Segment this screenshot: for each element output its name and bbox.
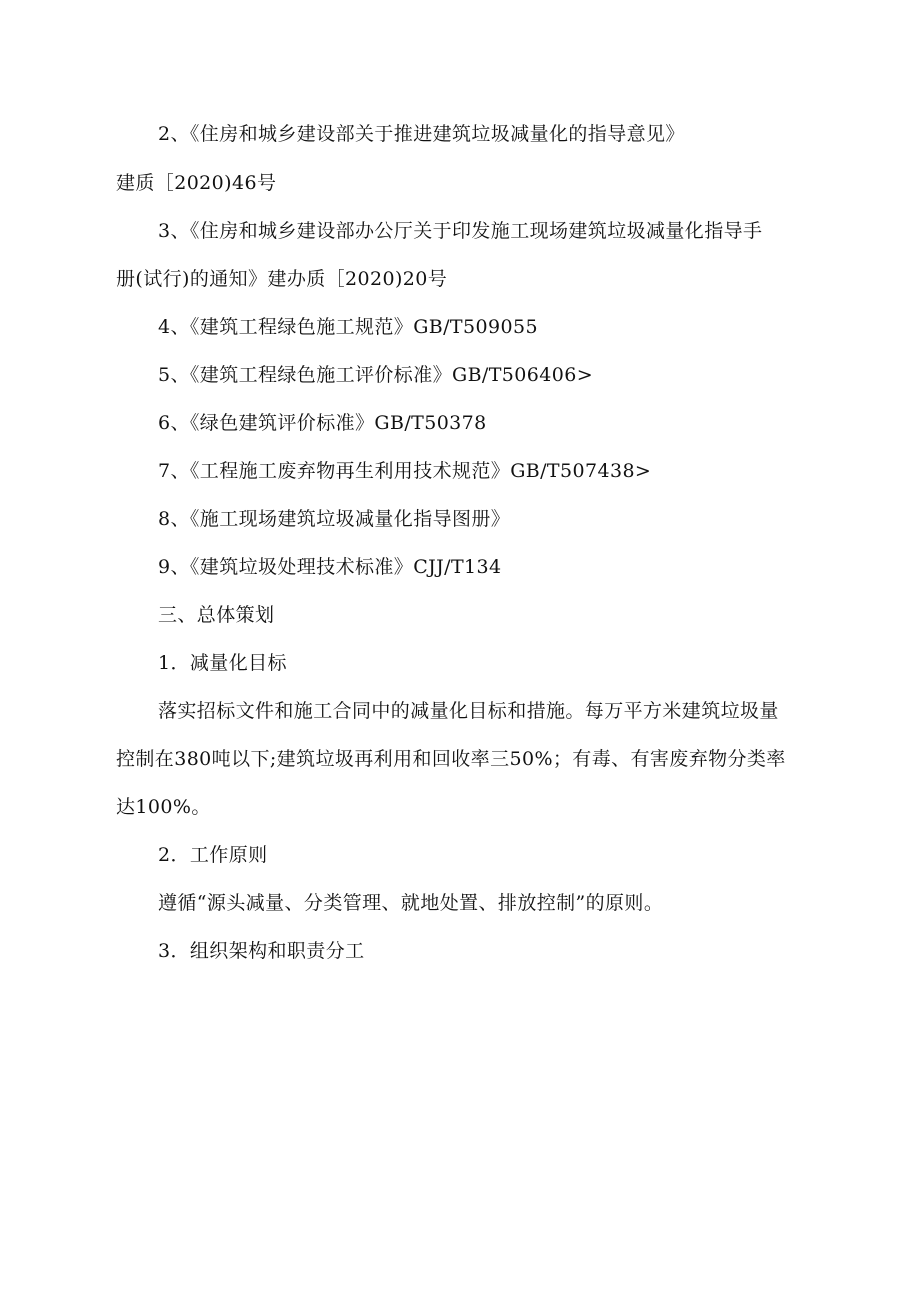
body-paragraph-line-3: 达100%。 [116, 796, 211, 818]
reference-item-6: 6、《绿色建筑评价标准》GB/T50378 [158, 412, 487, 434]
body-paragraph-line-1: 落实招标文件和施工合同中的减量化目标和措施。每万平方米建筑垃圾量 [158, 700, 779, 722]
principle-paragraph: 遵循“源头减量、分类管理、就地处置、排放控制”的原则。 [158, 892, 664, 914]
reference-item-7: 7、《工程施工废弃物再生利用技术规范》GB/T507438> [158, 460, 652, 482]
reference-item-2: 2、《住房和城乡建设部关于推进建筑垃圾减量化的指导意见》 [158, 123, 685, 145]
reference-item-9: 9、《建筑垃圾处理技术标准》CJJ/T134 [158, 556, 502, 578]
reference-item-2-cont: 建质［2020)46号 [116, 172, 277, 194]
subsection-heading-1: 1．减量化目标 [158, 652, 287, 674]
body-paragraph-line-2: 控制在380吨以下;建筑垃圾再利用和回收率三50%；有毒、有害废弃物分类率 [116, 748, 786, 770]
reference-item-4: 4、《建筑工程绿色施工规范》GB/T509055 [158, 316, 538, 338]
subsection-heading-2: 2．工作原则 [158, 844, 268, 866]
reference-item-3: 3、《住房和城乡建设部办公厅关于印发施工现场建筑垃圾减量化指导手 [158, 220, 763, 242]
subsection-heading-3: 3．组织架构和职责分工 [158, 940, 365, 962]
reference-item-5: 5、《建筑工程绿色施工评价标准》GB/T506406> [158, 364, 594, 386]
reference-item-8: 8、《施工现场建筑垃圾减量化指导图册》 [158, 508, 511, 530]
reference-item-3-cont: 册(试行)的通知》建办质［2020)20号 [116, 268, 448, 290]
section-heading: 三、总体策划 [158, 604, 275, 626]
